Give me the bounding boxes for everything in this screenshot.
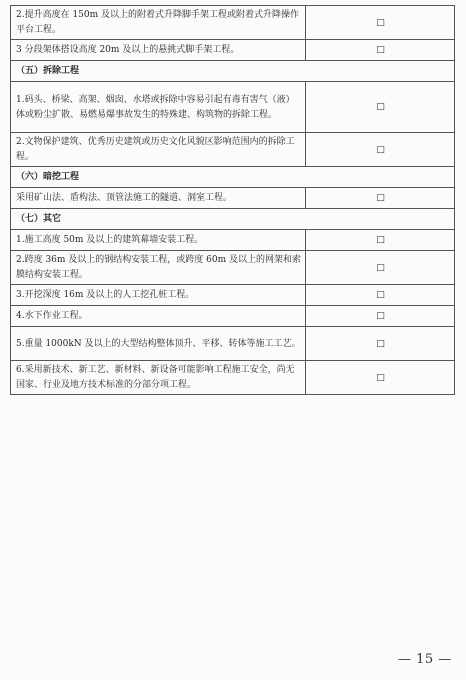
table-row — [11, 230, 455, 251]
section-title: （六）暗挖工程 — [11, 167, 455, 188]
checkbox[interactable]: □ — [306, 133, 455, 167]
section-header-row — [11, 61, 455, 82]
table-row — [11, 40, 455, 61]
checkbox[interactable]: □ — [306, 327, 455, 361]
row-description: 2.提升高度在 150m 及以上的附着式升降脚手架工程或附着式升降操作平台工程。 — [11, 6, 306, 40]
checkbox[interactable]: □ — [306, 230, 455, 251]
checkbox[interactable]: □ — [306, 40, 455, 61]
row-description: 1.码头、桥梁、高架、烟囱、水塔或拆除中容易引起有毒有害气（液）体或粉尘扩散、易燃易爆事故发生的特殊建、构筑物的拆除工程。 — [11, 82, 306, 133]
section-title: （七）其它 — [11, 209, 455, 230]
row-description: 3.开挖深度 16m 及以上的人工挖孔桩工程。 — [11, 285, 306, 306]
table-row — [11, 285, 455, 306]
section-title: （五）拆除工程 — [11, 61, 455, 82]
table-row — [11, 133, 455, 167]
table-row — [11, 361, 455, 395]
row-description: 3 分段架体搭设高度 20m 及以上的悬挑式脚手架工程。 — [11, 40, 306, 61]
section-header-row — [11, 167, 455, 188]
checkbox[interactable]: □ — [306, 306, 455, 327]
checkbox[interactable]: □ — [306, 6, 455, 40]
checkbox[interactable]: □ — [306, 188, 455, 209]
table-body — [11, 6, 455, 395]
checkbox[interactable]: □ — [306, 285, 455, 306]
project-checklist-table — [10, 5, 455, 395]
page-number: — 15 — — [398, 652, 452, 667]
table-row — [11, 306, 455, 327]
table-row — [11, 327, 455, 361]
table-row — [11, 6, 455, 40]
row-description: 2.文物保护建筑、优秀历史建筑或历史文化风貌区影响范围内的拆除工程。 — [11, 133, 306, 167]
row-description: 1.施工高度 50m 及以上的建筑幕墙安装工程。 — [11, 230, 306, 251]
row-description: 6.采用新技术、新工艺、新材料、新设备可能影响工程施工安全，尚无国家、行业及地方技术标准的分部分项工程。 — [11, 361, 306, 395]
table-row — [11, 82, 455, 133]
checkbox[interactable]: □ — [306, 361, 455, 395]
row-description: 4.水下作业工程。 — [11, 306, 306, 327]
checkbox[interactable]: □ — [306, 251, 455, 285]
row-description: 2.跨度 36m 及以上的钢结构安装工程，或跨度 60m 及以上的网架和索膜结构安装工程。 — [11, 251, 306, 285]
row-description: 采用矿山法、盾构法、顶管法施工的隧道、洞室工程。 — [11, 188, 306, 209]
table-row — [11, 251, 455, 285]
table-row — [11, 188, 455, 209]
row-description: 5.重量 1000kN 及以上的大型结构整体顶升、平移、转体等施工工艺。 — [11, 327, 306, 361]
checkbox[interactable]: □ — [306, 82, 455, 133]
section-header-row — [11, 209, 455, 230]
